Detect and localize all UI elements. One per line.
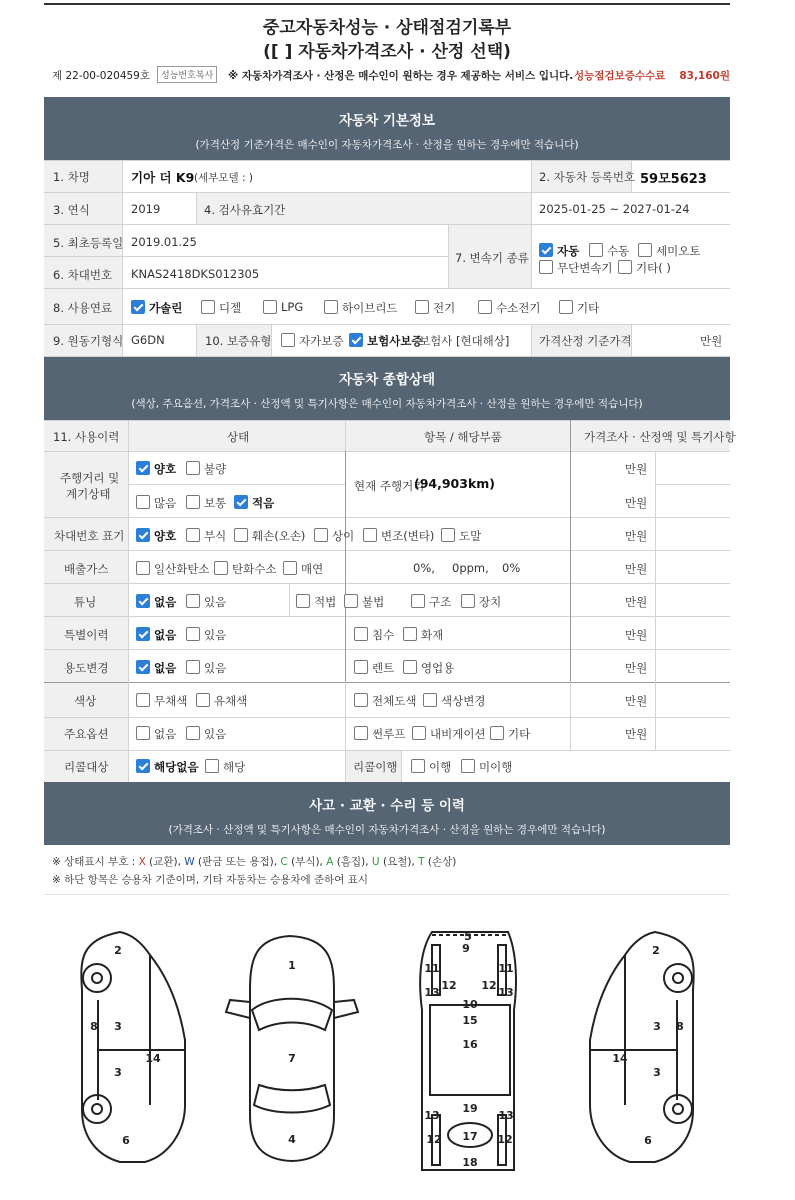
part-num-frame-15: 17 [462,1130,478,1143]
trans-manual-checkbox[interactable] [589,243,603,257]
part-num-frame-11: 19 [462,1102,478,1115]
emission-co-checkbox[interactable] [136,561,150,575]
first-reg-value: 2019.01.25 [131,235,197,249]
part-num-right-2: 8 [676,1020,684,1033]
vin-good-checkbox[interactable] [136,528,150,542]
part-num-top-2: 4 [288,1133,296,1146]
vin-damage-label: 훼손(오손) [252,529,306,543]
part-num-frame-17: 18 [462,1156,478,1169]
fuel-option-electric: 전기 [433,301,456,315]
vin-mark-label: 차대번호 표기 [54,529,125,543]
special-exists-label: 있음 [204,628,227,642]
tuning-legal-label: 적법 [314,595,337,609]
part-num-right-1: 3 [653,1020,661,1033]
vin-damage-checkbox[interactable] [234,528,248,542]
vin-good-label: 양호 [154,529,177,543]
fuel-hydrogen-checkbox[interactable] [478,300,492,314]
warranty-label: 10. 보증유형 [205,334,272,348]
fuel-diesel-checkbox[interactable] [201,300,215,314]
part-num-frame-1: 9 [462,942,470,955]
emission-smoke-value: 0% [502,561,521,575]
part-num-top-1: 7 [288,1052,296,1065]
fuel-option-hydrogen: 수소전기 [496,301,541,315]
trans-semi-checkbox[interactable] [638,243,652,257]
mileage-few-checkbox[interactable] [234,495,248,509]
usage-none-label: 없음 [154,661,177,675]
usage-business-checkbox[interactable] [403,660,417,674]
color-achromatic-label: 무채색 [154,694,188,708]
fuel-option-other: 기타 [577,301,600,315]
usage-rent-label: 렌트 [372,661,395,675]
trans-auto-checkbox[interactable] [539,243,553,257]
tuning-exists-checkbox[interactable] [186,594,200,608]
label-column-bg [44,160,122,357]
part-num-left-0: 2 [114,944,122,957]
special-fire-checkbox[interactable] [403,627,417,641]
sunroof-label: 썬루프 [372,727,406,741]
copy-number-button[interactable]: 성능번호복사 [157,66,217,83]
fuel-label: 8. 사용연료 [53,301,113,315]
part-num-frame-9: 15 [462,1014,478,1027]
trans-manual-label: 수동 [607,244,630,258]
usage-none-checkbox[interactable] [136,660,150,674]
unit-vin: 만원 [625,529,648,543]
trans-other-checkbox[interactable] [618,260,632,274]
tuning-illegal-checkbox[interactable] [344,594,358,608]
legend-text-2: (부식), [291,856,323,868]
full-paint-checkbox[interactable] [354,693,368,707]
part-num-frame-12: 13 [424,1109,440,1122]
vin-label: 6. 차대번호 [53,268,113,282]
col-items: 항목 / 해당부품 [424,430,502,444]
year-label: 3. 연식 [53,203,90,217]
fuel-option-diesel: 디젤 [219,301,242,315]
vin-mismatch-checkbox[interactable] [314,528,328,542]
emission-label: 배출가스 [64,562,109,576]
warranty-insurer: 보험사 [현대해상] [419,334,510,348]
fee-label: 성능점검보증수수료 [574,70,666,82]
accident-subtitle: (가격조사 · 산정액 및 특기사항은 매수인이 자동차가격조사 · 산정을 원하는 경우에만 적습니다) [168,824,606,836]
emission-smoke-checkbox[interactable] [283,561,297,575]
service-notice: ※ 자동차가격조사 · 산정은 매수인이 원하는 경우 제공하는 서비스 입니다. [228,70,574,82]
emission-co-label: 일산화탄소 [154,562,210,576]
price-label: 가격산정 기준가격 [539,334,632,348]
col-state: 상태 [227,430,250,444]
vin-value: KNAS2418DKS012305 [131,267,260,281]
basic-info-table [44,160,730,357]
option-exists-label: 있음 [204,727,227,741]
part-num-left-5: 6 [122,1134,130,1147]
vin-corrosion-label: 부식 [204,529,227,543]
special-exists-checkbox[interactable] [186,627,200,641]
unit-tuning: 만원 [625,595,648,609]
document-number: 제 22-00-020459호 [52,70,151,82]
title-line-2: ([ ] 자동차가격조사 · 산정 선택) [263,42,511,62]
part-num-frame-4: 12 [441,979,457,992]
emission-smoke-label: 매연 [301,562,324,576]
legend-code-5: T [414,856,428,868]
usage-label: 용도변경 [64,661,109,675]
special-flood-label: 침수 [372,628,395,642]
fuel-gasoline-checkbox[interactable] [131,300,145,314]
legend-code-1: W [180,856,198,868]
part-num-frame-0: 5 [464,930,472,943]
special-fire-label: 화재 [421,628,444,642]
year-value: 2019 [131,202,161,216]
current-mileage-value: (94,903km) [414,476,495,491]
reg-label: 2. 자동차 등록번호 [539,170,636,184]
emission-hc-checkbox[interactable] [214,561,228,575]
trans-label: 7. 변속기 종류 [455,251,529,265]
mileage-normal-label: 보통 [204,496,227,510]
special-none-label: 없음 [154,628,177,642]
first-reg-label: 5. 최초등록일 [53,236,124,250]
accident-header [44,782,730,845]
vin-tamper-label: 변조(변타) [381,529,435,543]
recall-applicable-checkbox[interactable] [205,759,219,773]
legend-text-5: (손상) [427,856,457,868]
color-change-label: 색상변경 [441,694,486,708]
status-table [44,420,736,783]
fuel-hybrid-checkbox[interactable] [324,300,338,314]
legend-code-0: X [138,856,150,868]
recall-none-checkbox[interactable] [136,759,150,773]
part-num-frame-7: 13 [498,986,514,999]
fuel-lpg-checkbox[interactable] [263,300,277,314]
status-subtitle: (색상, 주요옵션, 가격조사 · 산정액 및 특기사항은 매수인이 자동차가격조사 · 산정을 원하는 경우에만 적습니다) [131,398,643,410]
part-num-left-3: 3 [114,1066,122,1079]
navigation-checkbox[interactable] [412,726,426,740]
current-mileage-prefix: 현재 주행거리 [354,479,425,493]
option-label: 주요옵션 [64,727,109,741]
special-none-checkbox[interactable] [136,627,150,641]
option-other-label: 기타 [508,727,531,741]
gauge-bad-label: 불량 [204,462,227,476]
special-flood-checkbox[interactable] [354,627,368,641]
basic-info-subtitle: (가격산정 기준가격은 매수인이 자동차가격조사 · 산정을 원하는 경우에만 적습니다) [195,139,579,151]
part-num-right-4: 3 [653,1066,661,1079]
status-title: 자동차 종합상태 [339,372,435,388]
name-value: 기아 더 K9 [131,170,195,185]
mileage-many-label: 많음 [154,496,177,510]
emission-hc-value: 0ppm, [452,561,489,575]
passenger-car-note: ※ 하단 항목은 승용차 기준이며, 기타 자동차는 승용차에 준하여 표시 [52,874,369,886]
part-num-frame-16: 12 [497,1133,513,1146]
option-other-checkbox[interactable] [490,726,504,740]
trans-cvt-checkbox[interactable] [539,260,553,274]
tuning-illegal-label: 불법 [362,595,385,609]
part-num-left-4: 14 [145,1052,161,1065]
mileage-normal-checkbox[interactable] [186,495,200,509]
status-header [44,357,730,420]
part-num-right-3: 14 [612,1052,628,1065]
tuning-structure-checkbox[interactable] [411,594,425,608]
color-chromatic-label: 유채색 [214,694,248,708]
fuel-option-gasoline: 가솔린 [149,301,183,315]
basic-info-header [44,97,730,160]
col-price: 가격조사 · 산정액 및 특기사항 [584,430,736,444]
unit-mileage-1: 만원 [625,462,648,476]
color-label: 색상 [74,694,97,708]
warranty-self-label: 자가보증 [299,334,344,348]
gauge-good-checkbox[interactable] [136,461,150,475]
name-label: 1. 차명 [53,170,90,184]
col-history: 11. 사용이력 [53,430,120,444]
vin-theft-checkbox[interactable] [441,528,455,542]
fee-value: 83,160원 [679,70,730,82]
recall-not-done-label: 미이행 [479,760,513,774]
vin-theft-label: 도말 [459,529,482,543]
vin-tamper-checkbox[interactable] [363,528,377,542]
color-change-checkbox[interactable] [423,693,437,707]
legend-text-4: (요철), [382,856,415,868]
tuning-device-label: 장치 [479,595,502,609]
part-num-left-2: 8 [90,1020,98,1033]
mileage-label-1: 주행거리 및 [60,471,120,485]
legend-code-2: C [277,856,292,868]
warranty-self-checkbox[interactable] [281,333,295,347]
color-chromatic-checkbox[interactable] [196,693,210,707]
part-num-frame-5: 12 [481,979,497,992]
special-label: 특별이력 [64,628,109,642]
emission-co-value: 0%, [413,561,435,575]
document-info-row [44,66,730,84]
legend-code-4: U [368,856,383,868]
legend-items [139,856,457,868]
trans-other-label: 기타( ) [636,261,671,275]
name-detail: (세부모델 : ) [194,172,253,184]
usage-rent-checkbox[interactable] [354,660,368,674]
trans-auto-label: 자동 [557,244,580,258]
emission-hc-label: 탄화수소 [232,562,277,576]
accident-title: 사고 · 교환 · 수리 등 이력 [309,798,465,814]
unit-special: 만원 [625,628,648,642]
part-num-right-0: 2 [652,944,660,957]
part-num-frame-14: 12 [426,1133,442,1146]
option-exists-checkbox[interactable] [186,726,200,740]
tuning-legal-checkbox[interactable] [296,594,310,608]
recall-done-label: 이행 [429,760,452,774]
tuning-none-checkbox[interactable] [136,594,150,608]
recall-none-label: 해당없음 [154,760,199,774]
usage-business-label: 영업용 [421,661,455,675]
option-none-label: 없음 [154,727,177,741]
fuel-electric-checkbox[interactable] [415,300,429,314]
recall-perf-label: 리콜이행 [353,760,398,774]
part-num-frame-2: 11 [424,962,440,975]
navigation-label: 내비게이션 [430,727,486,741]
usage-exists-checkbox[interactable] [186,660,200,674]
recall-not-done-checkbox[interactable] [461,759,475,773]
recall-label: 리콜대상 [64,760,109,774]
right-side-view [590,932,694,1162]
recall-applicable-label: 해당 [223,760,246,774]
part-num-frame-6: 13 [424,986,440,999]
mileage-label-2: 계기상태 [66,487,111,501]
legend-text-3: (흠집), [336,856,369,868]
warranty-insurance-label: 보험사보증 [367,334,423,348]
part-num-frame-10: 16 [462,1038,478,1051]
legend-text-1: (판금 또는 용접), [197,856,278,868]
tuning-label: 튜닝 [74,595,97,609]
car-diagram [0,920,795,1180]
unit-color: 만원 [625,694,648,708]
legend-text-0: (교환), [149,856,181,868]
engine-value: G6DN [131,333,165,347]
unit-emission: 만원 [625,562,648,576]
tuning-structure-label: 구조 [429,595,452,609]
insp-value: 2025-01-25 ~ 2027-01-24 [539,202,690,216]
full-paint-label: 전체도색 [372,694,417,708]
engine-label: 9. 원동기형식 [53,334,124,348]
fuel-other-checkbox[interactable] [559,300,573,314]
mileage-many-checkbox[interactable] [136,495,150,509]
status-code-legend [52,854,456,869]
part-num-frame-3: 11 [498,962,514,975]
part-num-frame-8: 10 [462,998,478,1011]
tuning-none-label: 없음 [154,595,177,609]
page-title [44,16,730,64]
title-line-1: 중고자동차성능 · 상태점검기록부 [262,18,512,38]
vin-mismatch-label: 상이 [332,529,355,543]
option-none-checkbox[interactable] [136,726,150,740]
color-achromatic-checkbox[interactable] [136,693,150,707]
part-num-frame-13: 13 [498,1109,514,1122]
insp-label: 4. 검사유효기간 [204,203,286,217]
fuel-option-hybrid: 하이브리드 [342,301,398,315]
part-num-right-5: 6 [644,1134,652,1147]
tuning-exists-label: 있음 [204,595,227,609]
left-side-view [81,932,185,1162]
unit-usage: 만원 [625,661,648,675]
sunroof-checkbox[interactable] [354,726,368,740]
legend-prefix: ※ 상태표시 부호 : [52,856,136,868]
top-rule [44,3,730,5]
unit-option: 만원 [625,727,648,741]
legend-code-3: A [322,856,337,868]
unit-mileage-2: 만원 [625,496,648,510]
vin-corrosion-checkbox[interactable] [186,528,200,542]
basic-info-title: 자동차 기본정보 [339,113,435,129]
price-unit: 만원 [700,334,723,348]
recall-done-checkbox[interactable] [411,759,425,773]
reg-value: 59모5623 [640,172,707,187]
fuel-option-lpg: LPG [281,300,304,314]
gauge-bad-checkbox[interactable] [186,461,200,475]
usage-exists-label: 있음 [204,661,227,675]
gauge-good-label: 양호 [154,462,177,476]
part-num-top-0: 1 [288,959,296,972]
mileage-few-label: 적음 [252,496,275,510]
trans-semi-label: 세미오토 [656,244,701,258]
tuning-device-checkbox[interactable] [461,594,475,608]
part-num-left-1: 3 [114,1020,122,1033]
warranty-insurance-checkbox[interactable] [349,333,363,347]
trans-cvt-label: 무단변속기 [557,261,613,275]
